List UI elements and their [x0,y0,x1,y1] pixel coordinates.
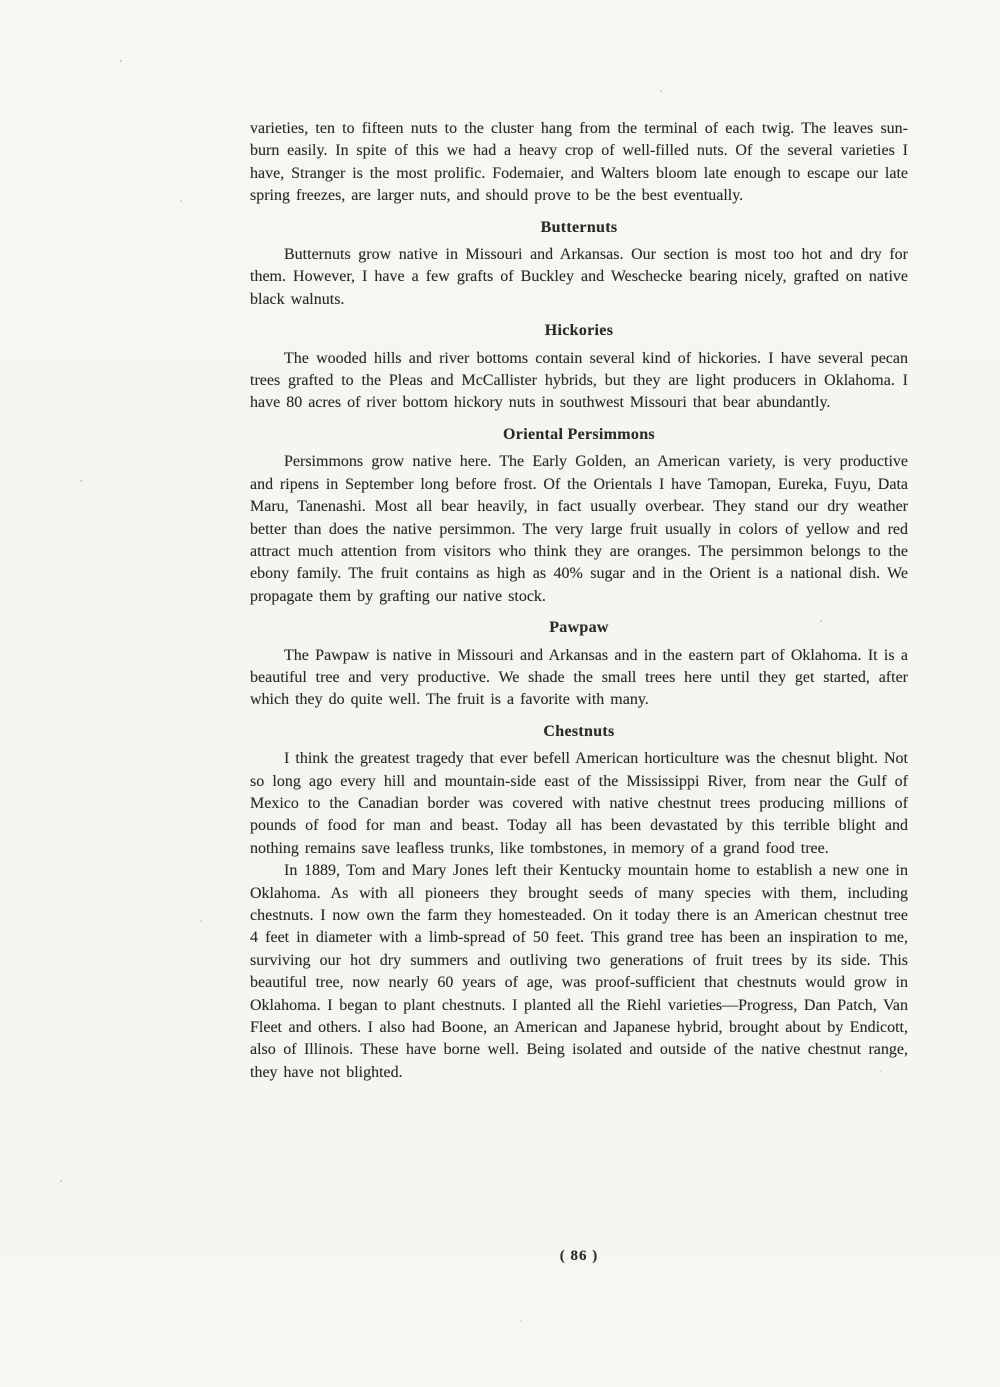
paragraph-pawpaw: The Pawpaw is native in Missouri and Arkansas and in the eastern part of Oklahoma. It is a beautiful tree and very productive. We shade the small trees here until they get started, after which they do quite well. The fruit is a favorite with many. [250,646,908,709]
section-heading-pawpaw: Pawpaw [549,619,609,637]
paragraph-chestnuts-1: I think the greatest tragedy that ever befell American horticulture was the chesnut blight. Not so long ago every hill and mountain-side east of the Mississippi River, from near the Gulf of Mexico to the Canadian border was covered with native chestnut trees producing millions of pounds of food for man and beast. Today all has been devastated by this terrible blight and nothing remains save leafless trunks, like tombstones, in memory of a grand food tree. [250,750,908,857]
paragraph-oriental-persimmons: Persimmons grow native here. The Early Golden, an American variety, is very productive and ripens in September long before frost. Of the Orientals I have Tamopan, Eureka, Fuyu, Data Maru, Tanenashi. Most all bear heavily, in fact usually overbear. They stand our dry weather better than does the native persimmon. The very large fruit usually in colors of yellow and red attract much attention from visitors who think they are oranges. The persimmon belongs to the ebony family. The fruit contains as high as 40% sugar and in the Orient is a national dish. We propagate them by grafting our native stock. [250,453,908,605]
section-heading-hickories: Hickories [544,322,614,340]
paragraph-butternuts: Butternuts grow native in Missouri and Arkansas. Our section is most too hot and dry for them. However, I have a few grafts of Buckley and Weschecke bearing nicely, grafted on native black walnuts. [250,246,908,308]
page-number: ( 86 ) [559,1248,599,1264]
section-heading-chestnuts: Chestnuts [543,722,615,740]
section-heading-butternuts: Butternuts [540,218,618,236]
paragraph-continuation: varieties, ten to fifteen nuts to the cluster hang from the terminal of each twig. The leaves sun-burn easily. In spite of this we had a heavy crop of well-filled nuts. Of the several varieties I have, Stranger is the most prolific. Fodemaier, and Walters bloom late enough to escape our late spring freezes, are larger nuts, and should prove to be the best eventually. [250,120,908,205]
paragraph-hickories: The wooded hills and river bottoms contain several kind of hickories. I have several pecan trees grafted to the Pleas and McCallister hybrids, but they are light producers in Oklahoma. I have 80 acres of river bottom hickory nuts in southwest Missouri that bear abundantly. [250,349,908,412]
scan-noise-speckles [120,60,122,62]
section-heading-oriental-persimmons: Oriental Persimmons [503,425,655,443]
text-block [250,118,908,1084]
paragraph-chestnuts-2: In 1889, Tom and Mary Jones left their Kentucky mountain home to establish a new one in Oklahoma. As with all pioneers they brought seeds of many species with them, including chestnuts. I now own the farm they homesteaded. On it today there is an American chestnut tree 4 feet in diameter with a limb-spread of 50 feet. This grand tree has been an inspiration to me, surviving our hot dry summers and outliving two generations of fruit trees by its side. This beautiful tree, now nearly 60 years of age, was proof-sufficient that chestnuts would grow in Oklahoma. I began to plant chestnuts. I planted all the Riehl varieties—Progress, Dan Patch, Van Fleet and others. I also had Boone, an American and Japanese hybrid, brought about by Endicott, also of Illinois. These have borne well. Being isolated and outside of the native chestnut range, they have not blighted. [250,862,908,1081]
